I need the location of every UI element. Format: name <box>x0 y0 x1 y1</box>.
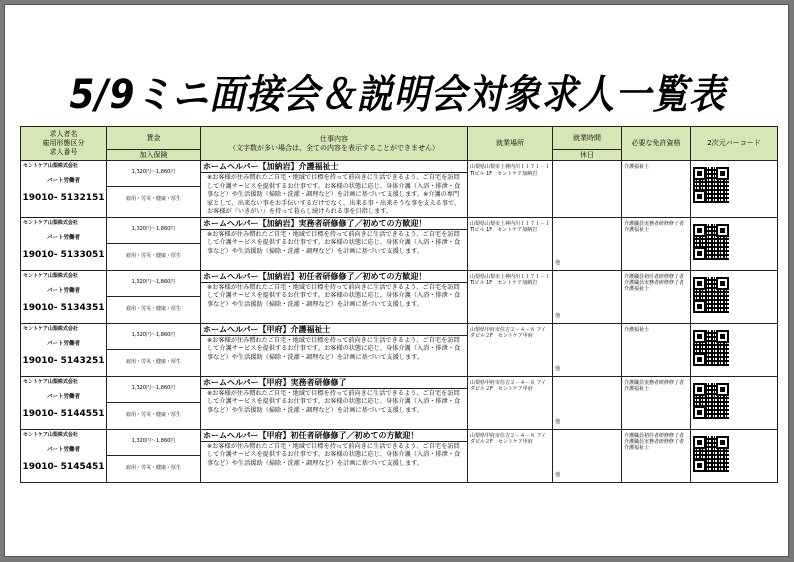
wage-value: 1,320円～1,860円 <box>107 271 200 297</box>
job-number: 19010- 5132151 <box>22 193 105 203</box>
wage-value: 1,320円～1,860円 <box>107 377 200 403</box>
job-cell <box>201 270 468 323</box>
wage-cell <box>107 161 201 218</box>
employer-name: セントケア山梨株式会社 <box>23 219 78 226</box>
required-license: 介護職員実務者研修修了者 介護福祉士 <box>624 220 685 233</box>
job-description: ※お客様が住み慣れたご自宅・地域で目標を持って前向きに生活できるよう、ご自宅を訪問して介護サービスを提供するお仕事です。お客様の状態に応じ、身体介護（入浴・排泄・食事など）や生活援助（掃除・洗濯・調理など）を計画に基づいて支援します。※介護の専門家として、出来ない事をお手伝いするだけでなく、出来る事・出来そうな事を支える事で、お客様が『いきがい』を持って暮らし続けられる事を目指します。 <box>207 174 461 215</box>
license-cell <box>622 323 691 376</box>
holiday-value: 他 <box>555 365 561 372</box>
header-place: 就業場所 <box>468 127 553 161</box>
license-cell <box>622 376 691 429</box>
hours-cell <box>553 161 622 218</box>
license-cell <box>622 217 691 270</box>
place-cell <box>468 217 553 270</box>
job-description: ※お客様が住み慣れたご自宅・地域で目標を持って前向きに生活できるよう、ご自宅を訪問して介護サービスを提供するお仕事です。お客様の状態に応じ、身体介護（入浴・排泄・食事など）や生活援助（掃除・洗濯・調理など）を計画に基づいて支援します。 <box>207 283 461 308</box>
document-page <box>4 4 789 557</box>
qr-code-icon <box>693 167 729 203</box>
holiday-value: 他 <box>555 259 561 266</box>
hours-cell <box>553 376 622 429</box>
header-insurance: 加入保険 <box>107 150 201 161</box>
wage-cell <box>107 270 201 323</box>
job-cell <box>201 161 468 218</box>
employer-cell <box>21 217 107 270</box>
qr-cell <box>691 217 778 270</box>
wage-cell <box>107 217 201 270</box>
header-hours: 就業時間 <box>553 127 622 150</box>
employer-name: セントケア山梨株式会社 <box>23 325 78 332</box>
employer-cell <box>21 270 107 323</box>
qr-code-icon <box>693 330 729 366</box>
license-cell <box>622 161 691 218</box>
employer-name: セントケア山梨株式会社 <box>23 272 78 279</box>
job-cell <box>201 217 468 270</box>
insurance-value: 雇用・労災・健康・厚生 <box>125 196 181 202</box>
job-number: 19010- 5133051 <box>22 249 105 260</box>
job-title: ホームヘルパー【甲府】介護福祉士 <box>201 324 467 336</box>
place-cell <box>468 376 553 429</box>
employer-name: セントケア山梨株式会社 <box>23 163 78 169</box>
wage-value: 1,320円～1,860円 <box>107 161 200 187</box>
header-license: 必要な免許資格 <box>622 127 691 161</box>
employer-cell <box>21 376 107 429</box>
wage-cell <box>107 429 201 482</box>
hours-cell <box>553 217 622 270</box>
job-cell <box>201 323 468 376</box>
qr-cell <box>691 376 778 429</box>
employment-type: パート労働者 <box>46 446 80 453</box>
employment-type: パート労働者 <box>46 178 80 184</box>
required-license: 介護福祉士 <box>624 326 650 333</box>
place-cell <box>468 161 553 218</box>
qr-code-icon <box>693 436 729 472</box>
required-license: 介護職員実務者研修修了者 介護福祉士 <box>624 379 685 392</box>
hours-cell <box>553 270 622 323</box>
wage-cell <box>107 323 201 376</box>
place-cell <box>468 429 553 482</box>
employer-cell <box>21 161 107 218</box>
table-row <box>21 323 778 376</box>
table-row <box>21 217 778 270</box>
qr-code-icon <box>693 224 729 260</box>
job-title: ホームヘルパー【甲府】初任者研修修了／初めての方歓迎！ <box>201 430 467 442</box>
place-cell <box>468 323 553 376</box>
required-license: 介護福祉士 <box>624 164 650 170</box>
holiday-value: 他 <box>555 471 561 478</box>
insurance-value: 雇用・労災・健康・厚生 <box>125 411 181 418</box>
job-number: 19010- 5134351 <box>22 302 105 313</box>
employer-cell <box>21 429 107 482</box>
job-number: 19010- 5145451 <box>22 461 105 472</box>
job-description: ※お客様が住み慣れたご自宅・地域で目標を持って前向きに生活できるよう、ご自宅を訪問して介護サービスを提供するお仕事です。お客様の状態に応じ、身体介護（入浴・排泄・食事など）や生活援助（掃除・洗濯・調理など）を計画に基づいて支援します。 <box>207 442 461 467</box>
employer-name: セントケア山梨株式会社 <box>23 431 78 438</box>
employment-type: パート労働者 <box>46 234 80 241</box>
work-place: 山梨県甲府市住吉２－４－８ アイダビル２F セントケア甲府 <box>470 432 547 445</box>
job-title: ホームヘルパー【加納岩】実務者研修修了／初めての方歓迎！ <box>201 218 467 230</box>
required-license: 介護職員初任者研修修了者 介護職員実務者研修修了者 介護福祉士 <box>624 432 685 451</box>
hours-cell <box>553 323 622 376</box>
header-employer: 求人者名 雇用形態区分 求人番号 <box>21 127 107 161</box>
holiday-value: 他 <box>555 418 561 425</box>
header-holiday: 休日 <box>553 150 622 161</box>
header-job: 仕事内容 （文字数が多い場合は、全ての内容を表示することができません） <box>201 127 468 161</box>
job-description: ※お客様が住み慣れたご自宅・地域で目標を持って前向きに生活できるよう、ご自宅を訪問して介護サービスを提供するお仕事です。お客様の状態に応じ、身体介護（入浴・排泄・食事など）や生活援助（掃除・洗濯・調理など）を計画に基づいて支援します。 <box>207 230 461 255</box>
insurance-value: 雇用・労災・健康・厚生 <box>125 305 181 312</box>
work-place: 山梨県甲府市住吉２－４－８ アイダビル２F セントケア甲府 <box>470 326 547 339</box>
license-cell <box>622 270 691 323</box>
job-title: ホームヘルパー【加納岩】介護福祉士 <box>201 161 467 173</box>
qr-code-icon <box>693 277 729 313</box>
insurance-value: 雇用・労災・健康・厚生 <box>125 464 181 471</box>
table-row <box>21 270 778 323</box>
employment-type: パート労働者 <box>46 287 80 294</box>
qr-cell <box>691 270 778 323</box>
employer-cell <box>21 323 107 376</box>
table-row <box>21 376 778 429</box>
work-place: 山梨県山梨市上神内川１１７１－１ TIビル 1F セントケア加納岩 <box>470 273 551 286</box>
job-cell <box>201 429 468 482</box>
job-title: ホームヘルパー【甲府】実務者研修修了 <box>201 377 467 389</box>
table-row <box>21 161 778 218</box>
place-cell <box>468 270 553 323</box>
wage-cell <box>107 376 201 429</box>
header-qr: 2次元バーコード <box>691 127 778 161</box>
employer-name: セントケア山梨株式会社 <box>23 378 78 385</box>
job-number: 19010- 5144551 <box>22 408 105 419</box>
employment-type: パート労働者 <box>46 340 80 347</box>
wage-value: 1,320円～1,860円 <box>107 324 200 350</box>
job-description: ※お客様が住み慣れたご自宅・地域で目標を持って前向きに生活できるよう、ご自宅を訪問して介護サービスを提供するお仕事です。お客様の状態に応じ、身体介護（入浴・排泄・食事など）や生活援助（掃除・洗濯・調理など）を計画に基づいて支援します。 <box>207 389 461 414</box>
qr-cell <box>691 429 778 482</box>
work-place: 山梨県甲府市住吉２－４－８ アイダビル２F セントケア甲府 <box>470 379 547 392</box>
qr-cell <box>691 161 778 218</box>
holiday-value: 他 <box>555 312 561 319</box>
header-wage: 賃金 <box>107 127 201 150</box>
license-cell <box>622 429 691 482</box>
qr-cell <box>691 323 778 376</box>
required-license: 介護職員初任者研修修了者 介護職員実務者研修修了者 介護福祉士 <box>624 273 685 292</box>
wage-value: 1,320円～1,860円 <box>107 430 200 456</box>
insurance-value: 雇用・労災・健康・厚生 <box>125 358 181 365</box>
work-place: 山梨県山梨市上神内川１１７１－１ TIビル 1F セントケア加納岩 <box>470 220 551 233</box>
employment-type: パート労働者 <box>46 393 80 400</box>
job-number: 19010- 5143251 <box>22 355 105 366</box>
qr-code-icon <box>693 383 729 419</box>
insurance-value: 雇用・労災・健康・厚生 <box>125 252 181 259</box>
wage-value: 1,320円～1,860円 <box>107 218 200 244</box>
job-cell <box>201 376 468 429</box>
job-title: ホームヘルパー【加納岩】初任者研修修了／初めての方歓迎！ <box>201 271 467 283</box>
job-list-table <box>20 126 778 483</box>
job-description: ※お客様が住み慣れたご自宅・地域で目標を持って前向きに生活できるよう、ご自宅を訪問して介護サービスを提供するお仕事です。お客様の状態に応じ、身体介護（入浴・排泄・食事など）や生活援助（掃除・洗濯・調理など）を計画に基づいて支援します。 <box>207 336 461 361</box>
page-title: 5/9ミニ面接会＆説明会対象求人一覧表 <box>69 72 726 118</box>
table-row <box>21 429 778 482</box>
work-place: 山梨県山梨市上神内川１１７１－１ TIビル 1F セントケア加納岩 <box>470 164 551 177</box>
hours-cell <box>553 429 622 482</box>
